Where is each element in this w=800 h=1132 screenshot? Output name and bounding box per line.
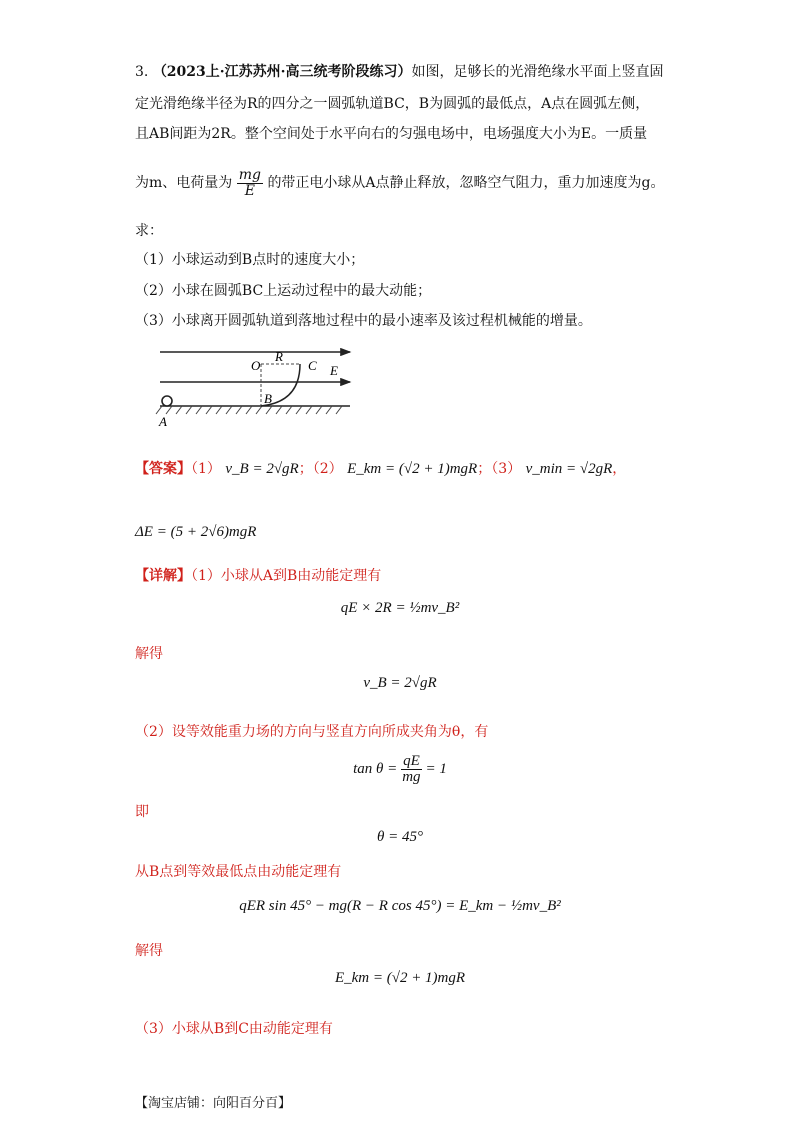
question-line-3: 且AB间距为2R。整个空间处于水平向右的匀强电场中，电场强度大小为E。一质量	[135, 126, 648, 142]
eq3-numerator: qE	[403, 753, 420, 770]
question-item-1: （1）小球运动到B点时的速度大小；	[135, 252, 365, 268]
answer-ekm: E_km = (√2 + 1)mgR	[347, 461, 478, 477]
label-r: R	[275, 349, 283, 364]
question-text-1: 如图，足够长的光滑绝缘水平面上竖直固	[411, 64, 664, 80]
detail-step-2: （2）设等效能重力场的方向与竖直方向所成夹角为θ，有	[135, 724, 489, 740]
fraction-denominator: E	[244, 182, 255, 199]
detail-tag: 【详解】	[135, 568, 191, 584]
answer-vmin: v_min = √2gR	[525, 461, 613, 477]
label-e: E	[330, 363, 338, 378]
ji-label: 即	[135, 804, 149, 820]
answer-tag: 【答案】	[135, 461, 191, 477]
question-line-1	[135, 62, 664, 82]
equation-4: θ = 45°	[377, 829, 423, 845]
equation-5: qER sin 45° − mg(R − R cos 45°) = E_km − ½mv_B²	[239, 898, 561, 914]
ground-hatching	[156, 406, 342, 414]
question-ask: 求：	[135, 223, 163, 239]
solve-label-2: 解得	[135, 943, 163, 959]
answer-sep-3: ，	[612, 461, 627, 477]
label-o: O	[251, 358, 261, 373]
label-c: C	[308, 358, 317, 373]
detail-step-4: （3）小球从B到C由动能定理有	[135, 1021, 333, 1037]
answer-delta-e: ΔE = (5 + 2√6)mgR	[135, 524, 257, 540]
eq3-fraction	[401, 754, 422, 785]
answer-sep-2: ；（3）	[477, 461, 522, 477]
label-b: B	[264, 391, 272, 406]
solve-label-1: 解得	[135, 646, 163, 662]
answer-part1-label: （1）	[191, 461, 221, 477]
question-line-4	[135, 166, 665, 200]
question-item-3: （3）小球离开圆弧轨道到落地过程中的最小速率及该过程机械能的增量。	[135, 313, 592, 329]
footer-store: 【淘宝店铺：向阳百分百】	[135, 1096, 292, 1111]
eq3-denominator: mg	[402, 769, 421, 786]
detail-step-3: 从B点到等效最低点由动能定理有	[135, 864, 342, 880]
question-item-2: （2）小球在圆弧BC上运动过程中的最大动能；	[135, 283, 432, 299]
physics-figure	[150, 342, 370, 430]
eq3-left: tan θ =	[353, 761, 398, 777]
ball-a	[162, 396, 172, 406]
answer-sep-1: ；（2）	[298, 461, 343, 477]
fraction-numerator: mg	[238, 166, 261, 183]
equation-3	[0, 752, 800, 786]
equation-2: v_B = 2√gR	[363, 675, 437, 691]
question-number: 3.	[135, 64, 149, 80]
detail-step-1: （1）小球从A到B由动能定理有	[191, 568, 382, 584]
question-source: （2023上·江苏苏州·高三统考阶段练习）	[152, 64, 412, 80]
question-line-2: 定光滑绝缘半径为R的四分之一圆弧轨道BC，B为圆弧的最低点，A点在圆弧左侧，	[135, 96, 650, 112]
question-text-4a: 为m、电荷量为	[135, 175, 233, 191]
detail-line-1	[135, 566, 381, 586]
question-text-4b: 的带正电小球从A点静止释放，忽略空气阻力，重力加速度为g。	[267, 175, 665, 191]
label-a: A	[159, 414, 167, 429]
answer-line	[135, 456, 626, 482]
equation-1: qE × 2R = ½mv_B²	[340, 600, 460, 616]
answer-vb: v_B = 2√gR	[225, 461, 299, 477]
mass-charge-fraction	[237, 168, 263, 199]
eq3-right: = 1	[425, 761, 447, 777]
equation-6: E_km = (√2 + 1)mgR	[334, 970, 466, 986]
